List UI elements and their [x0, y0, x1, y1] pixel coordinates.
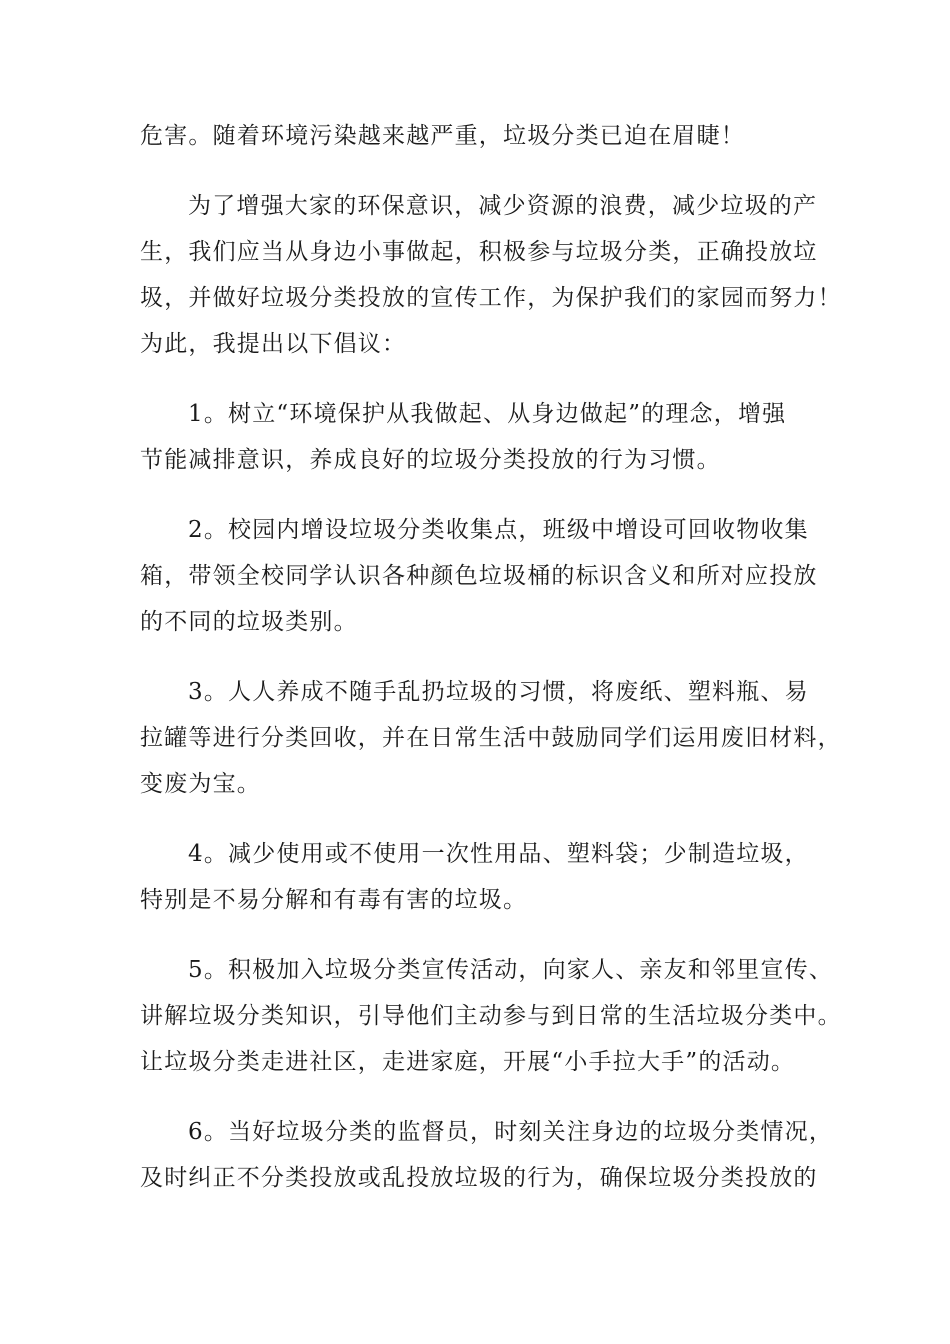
text-line: 及时纠正不分类投放或乱投放垃圾的行为，确保垃圾分类投放的 [140, 1165, 818, 1191]
text-line: 拉罐等进行分类回收，并在日常生活中鼓励同学们运用废旧材料， [140, 725, 842, 751]
text-line: 特别是不易分解和有毒有害的垃圾。 [140, 887, 528, 913]
paragraph-item-2 [140, 507, 818, 645]
paragraph-continuation [140, 113, 812, 159]
text-line: 变废为宝。 [140, 771, 261, 797]
text-line: 生，我们应当从身边小事做起，积极参与垃圾分类，正确投放垃 [140, 239, 818, 265]
paragraph-item-1 [140, 391, 812, 483]
text-line: 讲解垃圾分类知识，引导他们主动参与到日常的生活垃圾分类中。 [140, 1003, 842, 1029]
text-line: 让垃圾分类走进社区，走进家庭，开展“小手拉大手”的活动。 [140, 1049, 796, 1075]
text-line: 为此，我提出以下倡议： [140, 331, 407, 357]
text-line: 为了增强大家的环保意识，减少资源的浪费，减少垃圾的产 [188, 193, 818, 219]
text-line: 1。树立“环境保护从我做起、从身边做起”的理念，增强 [188, 401, 787, 427]
paragraph-item-6 [140, 1109, 834, 1201]
text-line: 2。校园内增设垃圾分类收集点，班级中增设可回收物收集 [188, 517, 809, 543]
text-line: 6。当好垃圾分类的监督员，时刻关注身边的垃圾分类情况， [188, 1119, 834, 1145]
paragraph-item-5 [140, 947, 842, 1085]
text-line: 的不同的垃圾类别。 [140, 609, 358, 635]
text-line: 圾，并做好垃圾分类投放的宣传工作，为保护我们的家园而努力！ [140, 285, 842, 311]
paragraph-item-3 [140, 669, 842, 807]
text-line: 箱，带领全校同学认识各种颜色垃圾桶的标识含义和所对应投放 [140, 563, 818, 589]
paragraph-intro [140, 183, 842, 367]
document-page [140, 113, 842, 1225]
paragraph-item-4 [140, 831, 812, 923]
text-line: 节能减排意识，养成良好的垃圾分类投放的行为习惯。 [140, 447, 721, 473]
text-line: 3。人人养成不随手乱扔垃圾的习惯，将废纸、塑料瓶、易 [188, 679, 809, 705]
text-line: 危害。随着环境污染越来越严重，垃圾分类已迫在眉睫！ [140, 123, 745, 149]
text-line: 4。减少使用或不使用一次性用品、塑料袋；少制造垃圾， [188, 841, 809, 867]
text-line: 5。积极加入垃圾分类宣传活动，向家人、亲友和邻里宣传、 [188, 957, 834, 983]
